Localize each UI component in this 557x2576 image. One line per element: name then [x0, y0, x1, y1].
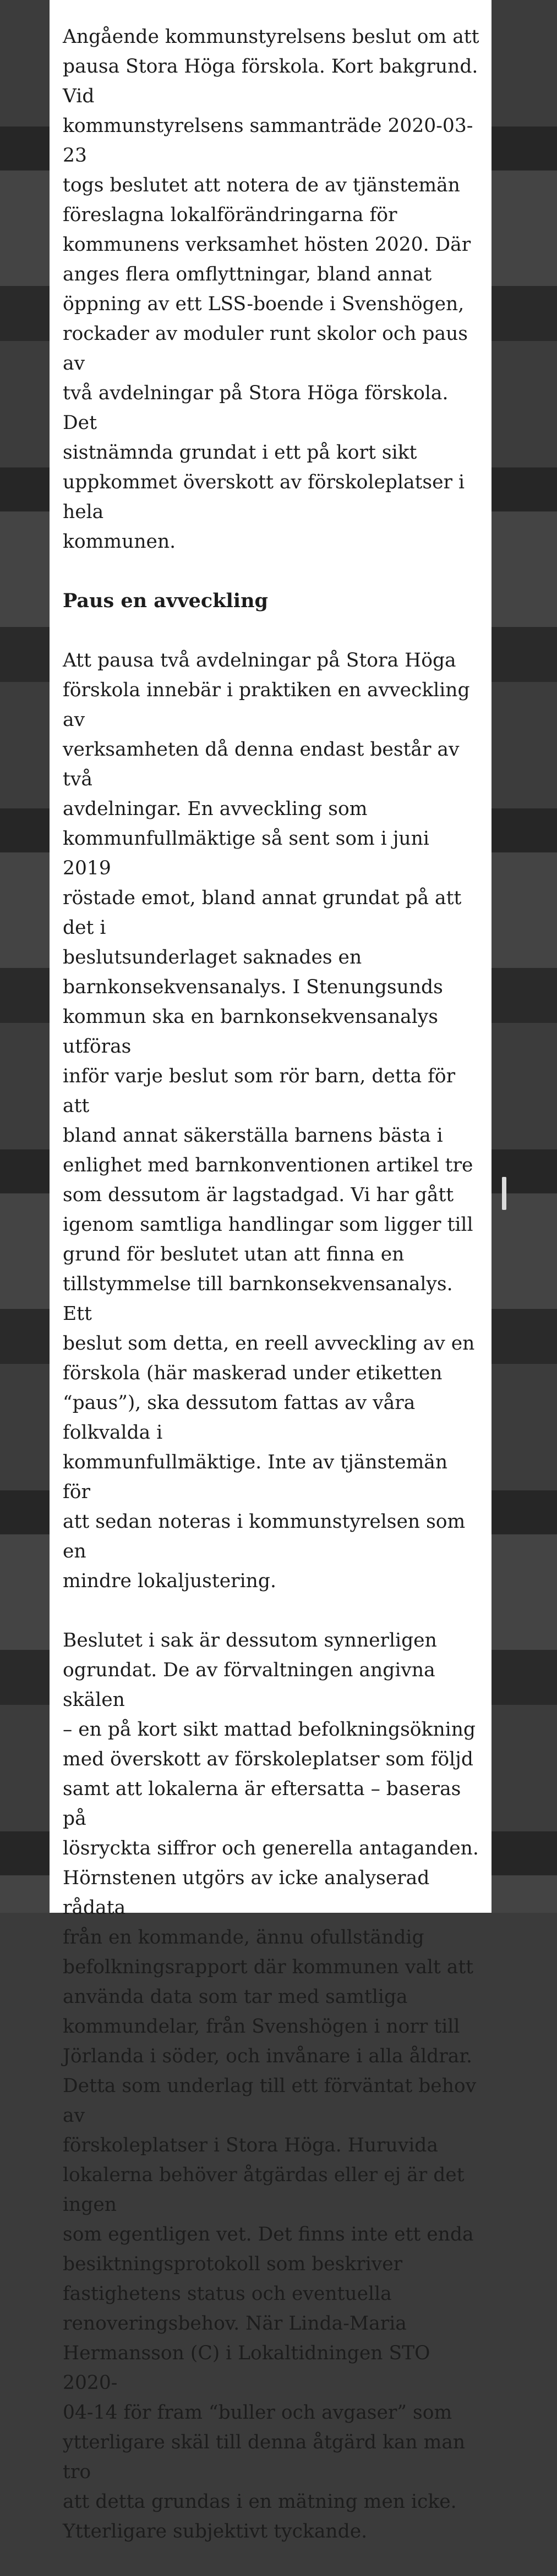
article-page	[50, 0, 492, 2542]
article-paragraph-pause: Att pausa två avdelningar på Stora Höga förskola innebär i praktiken en avveckling av verksamheten då denna endast består av två avdelningar. En avveckling som kommunfullmäktige så sent som i juni 2019 röstade emot, bland annat grundat på att det i beslutsunderlaget saknades en barnkonsekvensanalys. I Stenungsunds kommun ska en barnkonsekvensanalys utföras inför varje beslut som rör barn, detta för att bland annat säkerställa barnens bästa i enlighet med barnkonventionen artikel tre som dessutom är lagstadgad. Vi har gått igenom samtliga handlingar som ligger till grund för beslutet utan att finna en tillstymmelse till barnkonsekvensanalys. Ett beslut som detta, en reell avveckling av en förskola (här maskerad under etiketten “paus”), ska dessutom fattas av våra folkvalda i kommunfullmäktige. Inte av tjänstemän för att sedan noteras i kommunstyrelsen som en mindre lokaljustering.	[63, 649, 475, 1592]
article-paragraph-decision: Beslutet i sak är dessutom synnerligen ogrundat. De av förvaltningen angivna skälen – en på kort sikt mattad befolkningsökning med överskott av förskoleplatser som följd samt att lokalerna är eftersatta – baseras på lösryckta siffror och generella antaganden. Hörnstenen utgörs av icke analyserad rådata från en kommande, ännu ofullständig befolkningsrapport där kommunen valt att använda data som tar med samtliga kommundelar, från Svenshögen i norr till Jörlanda i söder, och invånare i alla åldrar. Detta som underlag till ett förväntat behov av förskoleplatser i Stora Höga. Huruvida lokalerna behöver åtgärdas eller ej är det ingen som egentligen vet. Det finns inte ett enda besiktningsprotokoll som beskriver fastighetens status och eventuella renoveringsbehov. När Linda-Maria Hermansson (C) i Lokaltidningen STO 2020- 04-14 för fram “buller och avgaser” som ytterligare skäl till denna åtgärd kan man tro att detta grundas i en mätning men icke. Ytterligare subjektivt tyckande.	[63, 1630, 479, 2542]
section-heading: Paus en avveckling	[63, 590, 268, 612]
article-body	[63, 22, 481, 2576]
scroll-indicator[interactable]	[502, 1177, 506, 1210]
article-paragraph-intro: Angående kommunstyrelsens beslut om att pausa Stora Höga förskola. Kort bakgrund. Vid kommunstyrelsens sammanträde 2020-03-23 togs beslutet att notera de av tjänstemän föreslagna lokalförändringarna för kommunens verksamhet hösten 2020. Där anges flera omflyttningar, bland annat öppning av ett LSS-boende i Svenshögen, rockader av moduler runt skolor och paus av två avdelningar på Stora Höga förskola. Det sistnämnda grundat i ett på kort sikt uppkommet överskott av förskoleplatser i hela kommunen.	[63, 26, 479, 553]
